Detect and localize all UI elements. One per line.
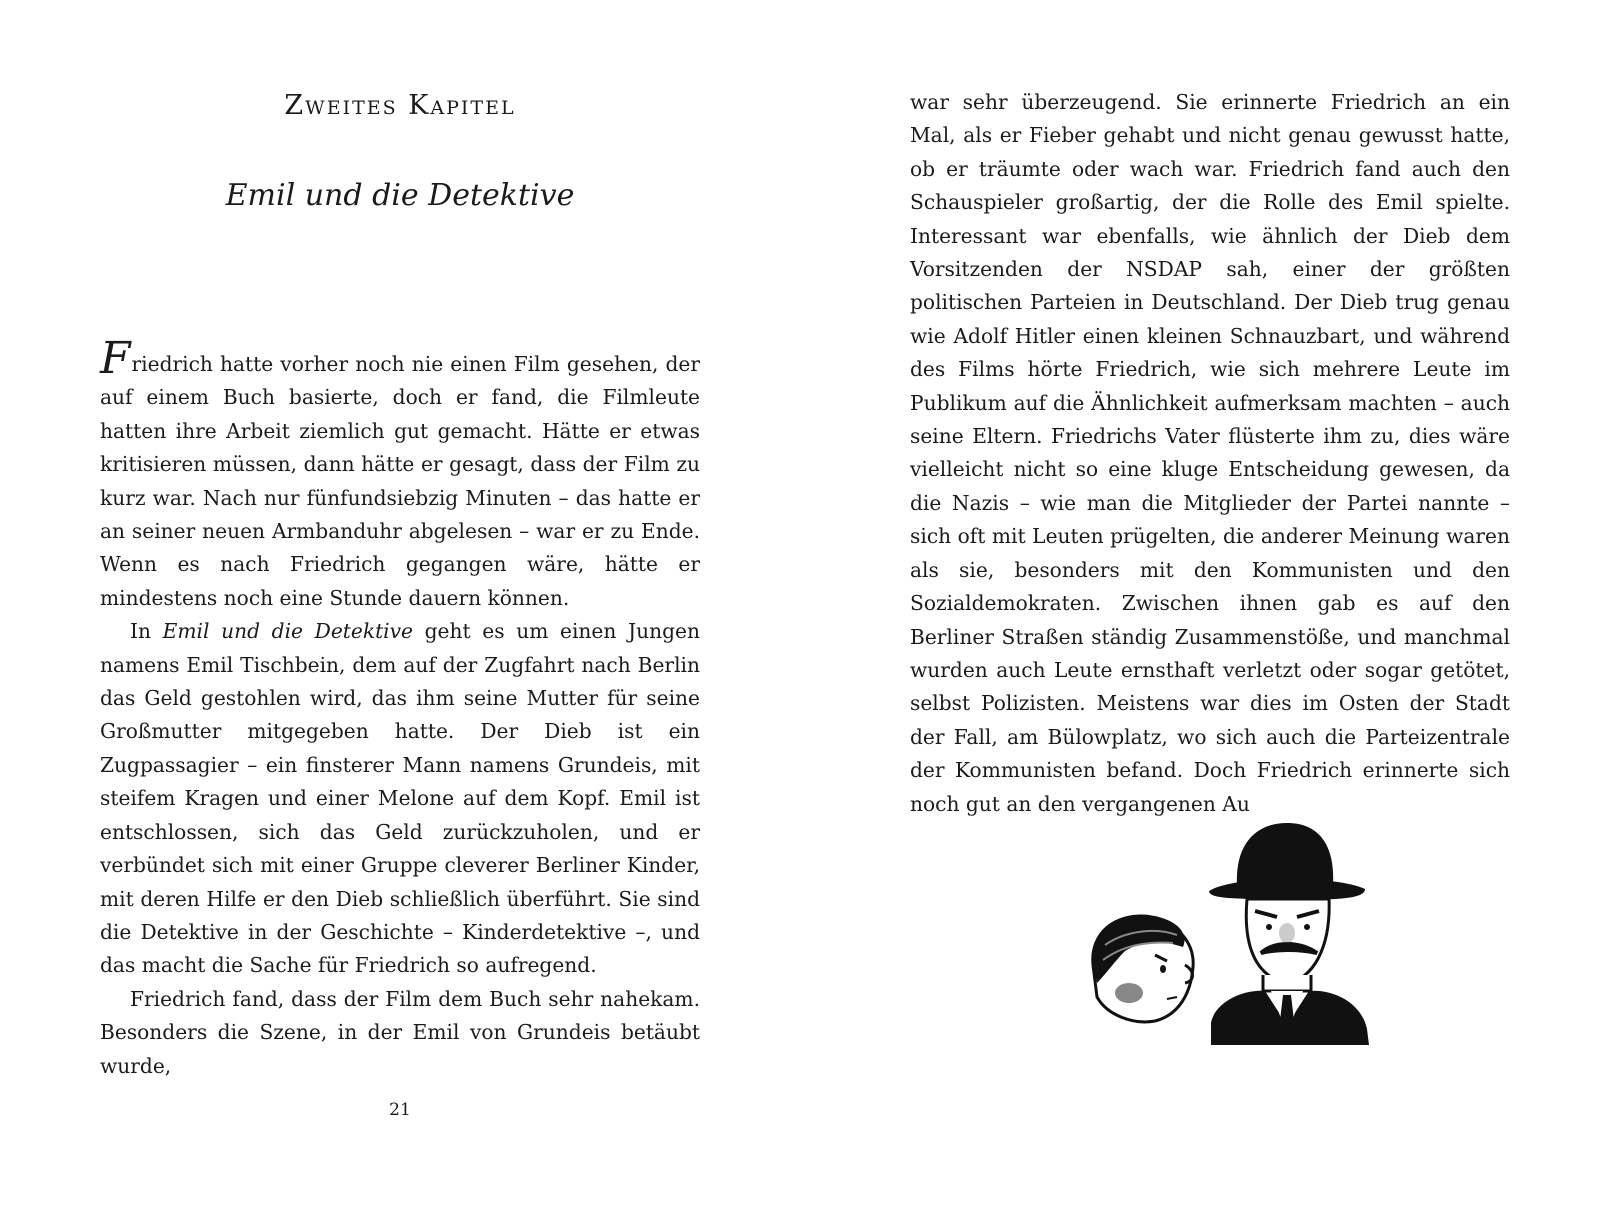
chapter-title: Emil und die Detektive <box>225 178 575 213</box>
paragraph-continued: war sehr überzeugend. Sie erinnerte Friedrich an ein Mal, als er Fieber gehabt und nicht genau gewusst hatte, ob er träumte oder wach war. Friedrich fand auch den Schauspieler großartig, der die Rolle des Emil spielte. Interessant war ebenfalls, wie ähnlich der Dieb dem Vorsitzenden der NSDAP sah, einer der größten politischen Parteien in Deutschland. Der Dieb trug genau wie Adolf Hitler einen kleinen Schnauzbart, und während des Films hörte Friedrich, wie sich mehrere Leute im Publikum auf die Ähnlichkeit aufmerksam machten – auch seine Eltern. Friedrichs Vater flüsterte ihm zu, dies wäre vielleicht nicht so eine kluge Entscheidung gewesen, da die Nazis – wie man die Mitglieder der Partei nannte – sich oft mit Leuten prügelten, die anderer Meinung waren als sie, besonders mit den Kommunisten und den Sozialdemokraten. Zwischen ihnen gab es auf den Berliner Straßen ständig Zusammenstöße, und manchmal wurden auch Leute ernsthaft verletzt oder sogar getötet, selbst Polizisten. Meistens war dies im Osten der Stadt der Fall, am Bülowplatz, wo sich auch die Parteizentrale der Kommunisten befand. Doch Friedrich erinnerte sich noch gut an den vergangenen Au <box>910 90 1510 816</box>
paragraph-1-text: riedrich hatte vorher noch nie einen Film gesehen, der auf einem Buch basierte, doch er fand, die Filmleute hatten ihre Arbeit ziemlich gut gemacht. Hätte er etwas kritisieren müssen, dann hätte er gesagt, dass der Film zu kurz war. Nach nur fünfundsiebzig Minuten – das hatte er an seiner neuen Armbanduhr abgelesen – war er zu Ende. Wenn es nach Friedrich gegangen wäre, hätte er mindestens noch eine Stunde dauern können. <box>100 352 700 610</box>
right-body-text <box>910 86 1510 821</box>
left-body-text <box>100 333 700 1083</box>
illustration-drawing <box>1085 815 1385 1065</box>
thief-figure <box>1209 823 1369 1049</box>
right-page <box>800 0 1600 1216</box>
paragraph-2 <box>100 615 700 982</box>
book-title-italic: Emil und die Detektive <box>162 619 413 644</box>
paragraph-2-text: geht es um einen Jungen namens Emil Tischbein, dem auf der Zugfahrt nach Berlin das Geld gestohlen wird, das ihm seine Mutter für seine Großmutter mitgegeben hatte. Der Dieb ist ein Zugpassagier – ein finsterer Mann namens Grundeis, mit steifem Kragen und einer Melone auf dem Kopf. Emil ist entschlossen, sich das Geld zurückzuholen, und er verbündet sich mit einer Gruppe cleverer Berliner Kinder, mit deren Hilfe er den Dieb schließlich überführt. Sie sind die Detektive in der Geschichte – Kinderdetektive –, und das macht die Sache für Friedrich so aufregend. <box>100 619 700 978</box>
boy-head <box>1093 914 1194 1021</box>
drop-cap: F <box>100 333 131 384</box>
paragraph-2-lead: In <box>130 619 163 644</box>
boy-and-thief-illustration-icon <box>1085 815 1385 1065</box>
paragraph-3: Friedrich fand, dass der Film dem Buch sehr nahekam. Besonders die Szene, in der Emil von Grundeis betäubt wurde, <box>100 986 700 1078</box>
page-number: 21 <box>389 1100 411 1120</box>
paragraph-1 <box>100 333 700 615</box>
chapter-label: Zweites Kapitel <box>284 90 516 121</box>
